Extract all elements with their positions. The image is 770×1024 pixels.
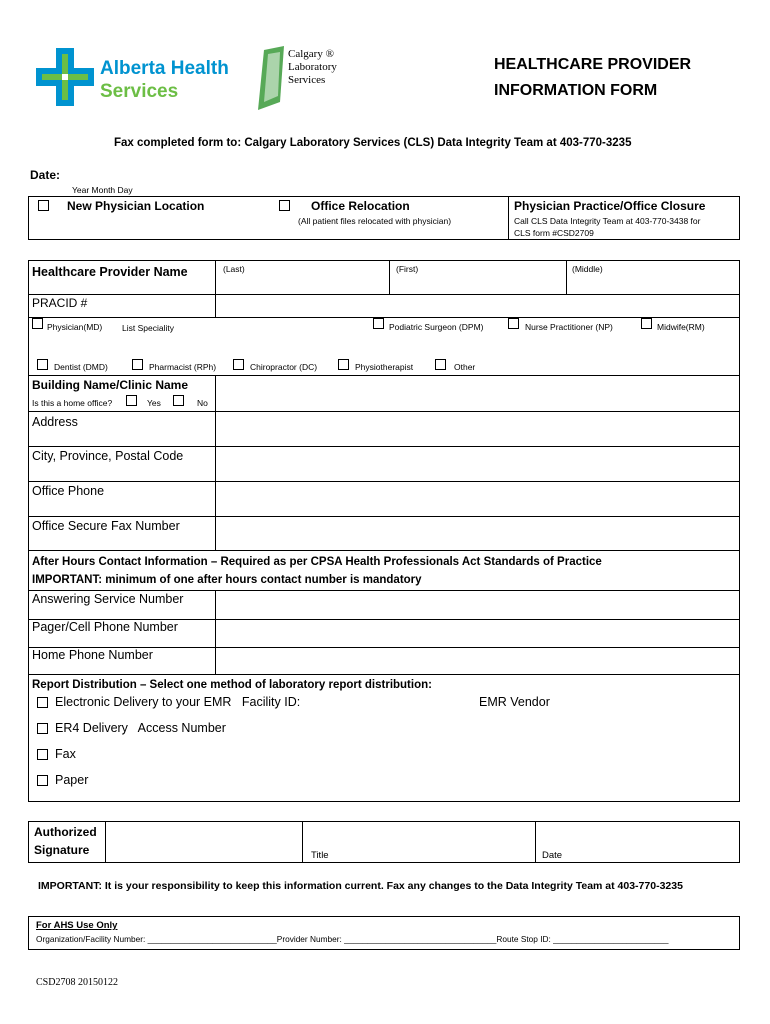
- after-hours-important: IMPORTANT: minimum of one after hours contact number is mandatory: [32, 574, 422, 586]
- emr-vendor-label: EMR Vendor: [479, 695, 550, 709]
- ahs-logo-line2: Services: [100, 81, 179, 102]
- new-location-label: New Physician Location: [67, 199, 205, 213]
- first-name-hint: (First): [396, 264, 419, 274]
- signature-title-field[interactable]: [303, 822, 535, 862]
- date-hint: Year Month Day: [72, 185, 133, 195]
- er4-checkbox[interactable]: [37, 723, 48, 734]
- midwife-label: Midwife(RM): [657, 322, 705, 332]
- cls-mark-icon: [254, 46, 288, 110]
- last-name-field[interactable]: [216, 261, 389, 294]
- physio-label: Physiotherapist: [355, 362, 414, 372]
- address-field[interactable]: [216, 412, 739, 446]
- ahs-logo-line1: Alberta Health: [100, 58, 229, 79]
- form-title-line2: INFORMATION FORM: [494, 82, 658, 99]
- other-label: Other: [454, 362, 476, 372]
- emr-label: Electronic Delivery to your EMR Facility ID:: [55, 695, 301, 709]
- closure-note-line1: Call CLS Data Integrity Team at 403-770-3438 for: [514, 216, 701, 226]
- office-relocation-note: (All patient files relocated with physician): [298, 216, 452, 226]
- city-label: City, Province, Postal Code: [32, 449, 184, 463]
- specialty-label: List Speciality: [122, 323, 174, 333]
- fax-instruction: Fax completed form to: Calgary Laboratory Services (CLS) Data Integrity Team at 403-770-3235: [114, 137, 632, 149]
- np-checkbox[interactable]: [508, 318, 519, 329]
- pager-label: Pager/Cell Phone Number: [32, 620, 178, 634]
- building-field[interactable]: [216, 376, 739, 411]
- paper-checkbox[interactable]: [37, 775, 48, 786]
- cls-logo: [254, 46, 354, 110]
- physician-label: Physician(MD): [47, 322, 103, 332]
- chiropractor-label: Chiropractor (DC): [250, 362, 318, 372]
- new-location-checkbox[interactable]: [38, 200, 49, 211]
- fax-label: Fax: [55, 747, 76, 761]
- other-checkbox[interactable]: [435, 359, 446, 370]
- secure-fax-field[interactable]: [216, 517, 739, 551]
- form-title-line1: HEALTHCARE PROVIDER: [494, 56, 692, 73]
- dentist-label: Dentist (DMD): [54, 362, 108, 372]
- emr-checkbox[interactable]: [37, 697, 48, 708]
- home-office-no-checkbox[interactable]: [173, 395, 184, 406]
- home-office-yes-checkbox[interactable]: [126, 395, 137, 406]
- report-title: Report Distribution – Select one method of laboratory report distribution:: [32, 679, 432, 691]
- er4-label: ER4 Delivery Access Number: [55, 721, 226, 735]
- home-phone-label: Home Phone Number: [32, 648, 153, 662]
- form-code: CSD2708 20150122: [36, 977, 118, 988]
- first-name-field[interactable]: [390, 261, 566, 294]
- home-office-yes-label: Yes: [147, 398, 161, 408]
- midwife-checkbox[interactable]: [641, 318, 652, 329]
- pracid-field[interactable]: [216, 295, 739, 317]
- home-phone-field[interactable]: [216, 648, 739, 675]
- cls-logo-line3: Services: [288, 74, 326, 86]
- pharmacist-checkbox[interactable]: [132, 359, 143, 370]
- pharmacist-label: Pharmacist (RPh): [149, 362, 217, 372]
- answering-label: Answering Service Number: [32, 592, 184, 606]
- building-label: Building Name/Clinic Name: [32, 378, 189, 392]
- date-label: Date:: [30, 168, 61, 182]
- np-label: Nurse Practitioner (NP): [525, 322, 613, 332]
- city-field[interactable]: [216, 447, 739, 481]
- closure-title: Physician Practice/Office Closure: [514, 199, 706, 213]
- address-label: Address: [32, 415, 78, 429]
- closure-note-line2: CLS form #CSD2709: [514, 228, 594, 238]
- signature-date-field[interactable]: [536, 822, 739, 862]
- fax-checkbox[interactable]: [37, 749, 48, 760]
- provider-name-label: Healthcare Provider Name: [32, 265, 188, 279]
- important-note: IMPORTANT: It is your responsibility to keep this information current. Fax any changes to the Data Integrity Team at 403-770-3235: [38, 880, 683, 892]
- home-office-question: Is this a home office?: [32, 398, 113, 408]
- dentist-checkbox[interactable]: [37, 359, 48, 370]
- signature-label-line2: Signature: [34, 843, 90, 857]
- home-office-no-label: No: [197, 398, 208, 408]
- office-phone-label: Office Phone: [32, 484, 105, 498]
- podiatric-label: Podiatric Surgeon (DPM): [389, 322, 484, 332]
- pracid-label: PRACID #: [32, 296, 88, 310]
- physician-checkbox[interactable]: [32, 318, 43, 329]
- podiatric-checkbox[interactable]: [373, 318, 384, 329]
- office-relocation-checkbox[interactable]: [279, 200, 290, 211]
- signature-field[interactable]: [106, 822, 302, 862]
- office-relocation-label: Office Relocation: [311, 199, 410, 213]
- ahs-cross-icon: [36, 48, 94, 106]
- cls-logo-line1: Calgary ®: [288, 48, 334, 60]
- signature-label-line1: Authorized: [34, 825, 97, 839]
- paper-label: Paper: [55, 773, 89, 787]
- ahs-use-fields: Organization/Facility Number: ____________________________Provider Number: _________________________________Route Stop ID: _________________________: [36, 934, 669, 944]
- secure-fax-label: Office Secure Fax Number: [32, 519, 180, 533]
- physio-checkbox[interactable]: [338, 359, 349, 370]
- middle-name-hint: (Middle): [572, 264, 603, 274]
- cls-logo-line2: Laboratory: [288, 61, 337, 73]
- ahs-use-box: [28, 916, 740, 950]
- signature-date-label: Date: [542, 850, 563, 861]
- pager-field[interactable]: [216, 620, 739, 647]
- answering-field[interactable]: [216, 591, 739, 619]
- office-phone-field[interactable]: [216, 482, 739, 516]
- signature-title-label: Title: [311, 850, 329, 861]
- ahs-use-title: For AHS Use Only: [36, 920, 118, 931]
- last-name-hint: (Last): [223, 264, 245, 274]
- middle-name-field[interactable]: [567, 261, 739, 294]
- chiropractor-checkbox[interactable]: [233, 359, 244, 370]
- ahs-logo: [36, 48, 229, 108]
- after-hours-title: After Hours Contact Information – Required as per CPSA Health Professionals Act Standards of Practice: [32, 556, 602, 568]
